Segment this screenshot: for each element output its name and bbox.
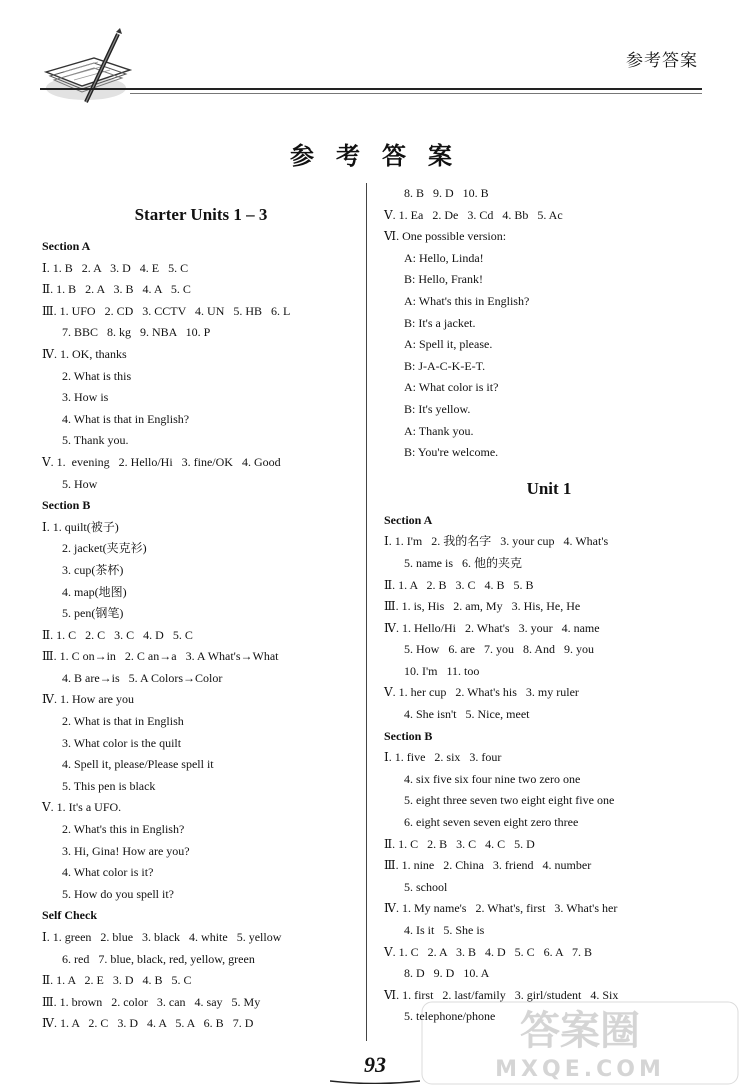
answer-line: Ⅰ. 1. quilt(被子) (42, 519, 119, 534)
answer-line: 10. I'm 11. too (404, 663, 480, 678)
answer-line: 2. What is this (62, 368, 132, 383)
answer-line: Ⅱ. 1. C 2. C 3. C 4. D 5. C (42, 627, 193, 642)
header-rule-thin (130, 93, 702, 94)
answer-line: 4. B are→is 5. A Colors→Color (62, 670, 223, 685)
answer-line: Ⅴ. 1. C 2. A 3. B 4. D 5. C 6. A 7. B (384, 944, 593, 959)
answer-line: Ⅲ. 1. C on→in 2. C an→a 3. A What's→What (42, 649, 279, 664)
answer-line: Ⅱ. 1. A 2. B 3. C 4. B 5. B (384, 577, 534, 592)
answer-line: B: J-A-C-K-E-T. (404, 358, 486, 373)
answer-line: 4. map(地图) (62, 584, 127, 599)
answer-line: Ⅳ. 1. Hello/Hi 2. What's 3. your 4. name (384, 620, 600, 635)
answer-line: 5. How (62, 476, 98, 491)
answer-line: 2. What's this in English? (62, 822, 185, 837)
section-heading: Section B (384, 728, 433, 743)
header-rule (40, 88, 702, 90)
answer-line: 4. What color is it? (62, 865, 154, 880)
answer-line: B: You're welcome. (404, 445, 499, 460)
answer-line: 3. What color is the quilt (62, 735, 182, 750)
answer-line: 5. How 6. are 7. you 8. And 9. you (404, 642, 594, 657)
answer-line: 3. How is (62, 390, 109, 405)
section-heading: Section A (384, 512, 433, 527)
answer-line: Ⅱ. 1. B 2. A 3. B 4. A 5. C (42, 282, 191, 297)
answer-line: Ⅴ. 1. It's a UFO. (42, 800, 122, 815)
answer-line: 4. six five six four nine two zero one (404, 771, 581, 786)
page-number: 93 (364, 1052, 386, 1077)
answer-line: Ⅴ. 1. evening 2. Hello/Hi 3. fine/OK 4. Good (42, 454, 281, 469)
answer-line: 4. Spell it, please/Please spell it (62, 757, 214, 772)
answer-line: Ⅵ. One possible version: (384, 229, 507, 244)
right-continued-answers (384, 183, 714, 464)
page-title: 参 考 答 案 (290, 144, 460, 170)
answer-line: 5. eight three seven two eight eight five one (404, 793, 615, 808)
answer-line: A: Hello, Linda! (404, 250, 484, 265)
answer-line: Ⅲ. 1. UFO 2. CD 3. CCTV 4. UN 5. HB 6. L (42, 303, 291, 318)
answer-line: 5. pen(钢笔) (62, 606, 124, 621)
answer-line: 3. Hi, Gina! How are you? (62, 843, 190, 858)
right-column (384, 183, 714, 1028)
answer-line: 3. cup(茶杯) (62, 562, 124, 577)
answer-line: B: It's a jacket. (404, 315, 476, 330)
answer-line: 5. telephone/phone (404, 1009, 496, 1024)
header-title: 参考答案 (626, 51, 698, 70)
answer-line: 6. eight seven seven eight zero three (404, 815, 579, 830)
answer-line: 4. Is it 5. She is (404, 923, 485, 937)
answer-line: Ⅲ. 1. brown 2. color 3. can 4. say 5. My (42, 994, 261, 1009)
answer-line: A: Thank you. (404, 423, 474, 438)
answer-line: Ⅳ. 1. OK, thanks (42, 346, 127, 361)
left-column (42, 198, 360, 1035)
answer-line: 5. This pen is black (62, 778, 156, 793)
answer-line: A: What's this in English? (404, 293, 530, 308)
answer-line: Ⅰ. 1. five 2. six 3. four (384, 750, 502, 765)
answer-line: Ⅲ. 1. nine 2. China 3. friend 4. number (384, 858, 592, 873)
answer-line: 5. school (404, 879, 448, 894)
watermark-logo (420, 1000, 740, 1086)
answer-line: Ⅲ. 1. is, His 2. am, My 3. His, He, He (384, 599, 581, 614)
answer-line: Ⅳ. 1. My name's 2. What's, first 3. What's her (384, 901, 618, 916)
answer-line: 8. B 9. D 10. B (404, 186, 489, 200)
answer-line: Ⅱ. 1. C 2. B 3. C 4. C 5. D (384, 836, 535, 851)
answer-line: 5. name is 6. 他的夹克 (404, 555, 522, 570)
answer-line: 4. What is that in English? (62, 411, 190, 426)
section-heading: Self Check (42, 908, 97, 923)
answer-line: B: It's yellow. (404, 401, 471, 416)
unit-title: Starter Units 1 – 3 (134, 205, 268, 224)
answer-line: B: Hello, Frank! (404, 272, 483, 287)
unit-title: Unit 1 (526, 478, 572, 498)
right-sections (384, 510, 714, 1028)
answer-line: Ⅴ. 1. Ea 2. De 3. Cd 4. Bb 5. Ac (384, 207, 563, 222)
answer-line: 6. red 7. blue, black, red, yellow, green (62, 951, 255, 966)
svg-text:答案圈: 答案圈 (520, 1008, 640, 1054)
answer-line: Ⅳ. 1. A 2. C 3. D 4. A 5. A 6. B 7. D (42, 1016, 254, 1031)
page-number-ornament (330, 1078, 420, 1084)
answer-line: 2. What is that in English (62, 714, 184, 729)
answer-line: A: Spell it, please. (404, 337, 493, 352)
left-sections (42, 236, 360, 1035)
answer-line: 7. BBC 8. kg 9. NBA 10. P (62, 325, 211, 340)
answer-line: Ⅱ. 1. A 2. E 3. D 4. B 5. C (42, 973, 192, 988)
answer-line: Ⅵ. 1. first 2. last/family 3. girl/student 4. Six (384, 987, 619, 1002)
answer-line: 2. jacket(夹克衫) (62, 541, 147, 556)
answer-line: 5. How do you spell it? (62, 886, 174, 901)
answer-line: Ⅰ. 1. B 2. A 3. D 4. E 5. C (42, 260, 189, 275)
answer-line: Ⅰ. 1. I'm 2. 我的名字 3. your cup 4. What's (384, 534, 609, 549)
answer-line: Ⅴ. 1. her cup 2. What's his 3. my ruler (384, 685, 579, 700)
answer-line: Ⅳ. 1. How are you (42, 692, 134, 707)
answer-line: Ⅰ. 1. green 2. blue 3. black 4. white 5. yellow (42, 930, 282, 944)
column-divider (366, 183, 367, 1041)
section-heading: Section B (42, 498, 91, 513)
section-heading: Section A (42, 239, 91, 253)
answer-line: 5. Thank you. (62, 433, 129, 448)
answer-line: 8. D 9. D 10. A (404, 966, 490, 981)
answer-line: A: What color is it? (404, 380, 499, 395)
svg-text:MXQE.COM: MXQE.COM (495, 1057, 665, 1082)
answer-line: 4. She isn't 5. Nice, meet (404, 707, 530, 722)
